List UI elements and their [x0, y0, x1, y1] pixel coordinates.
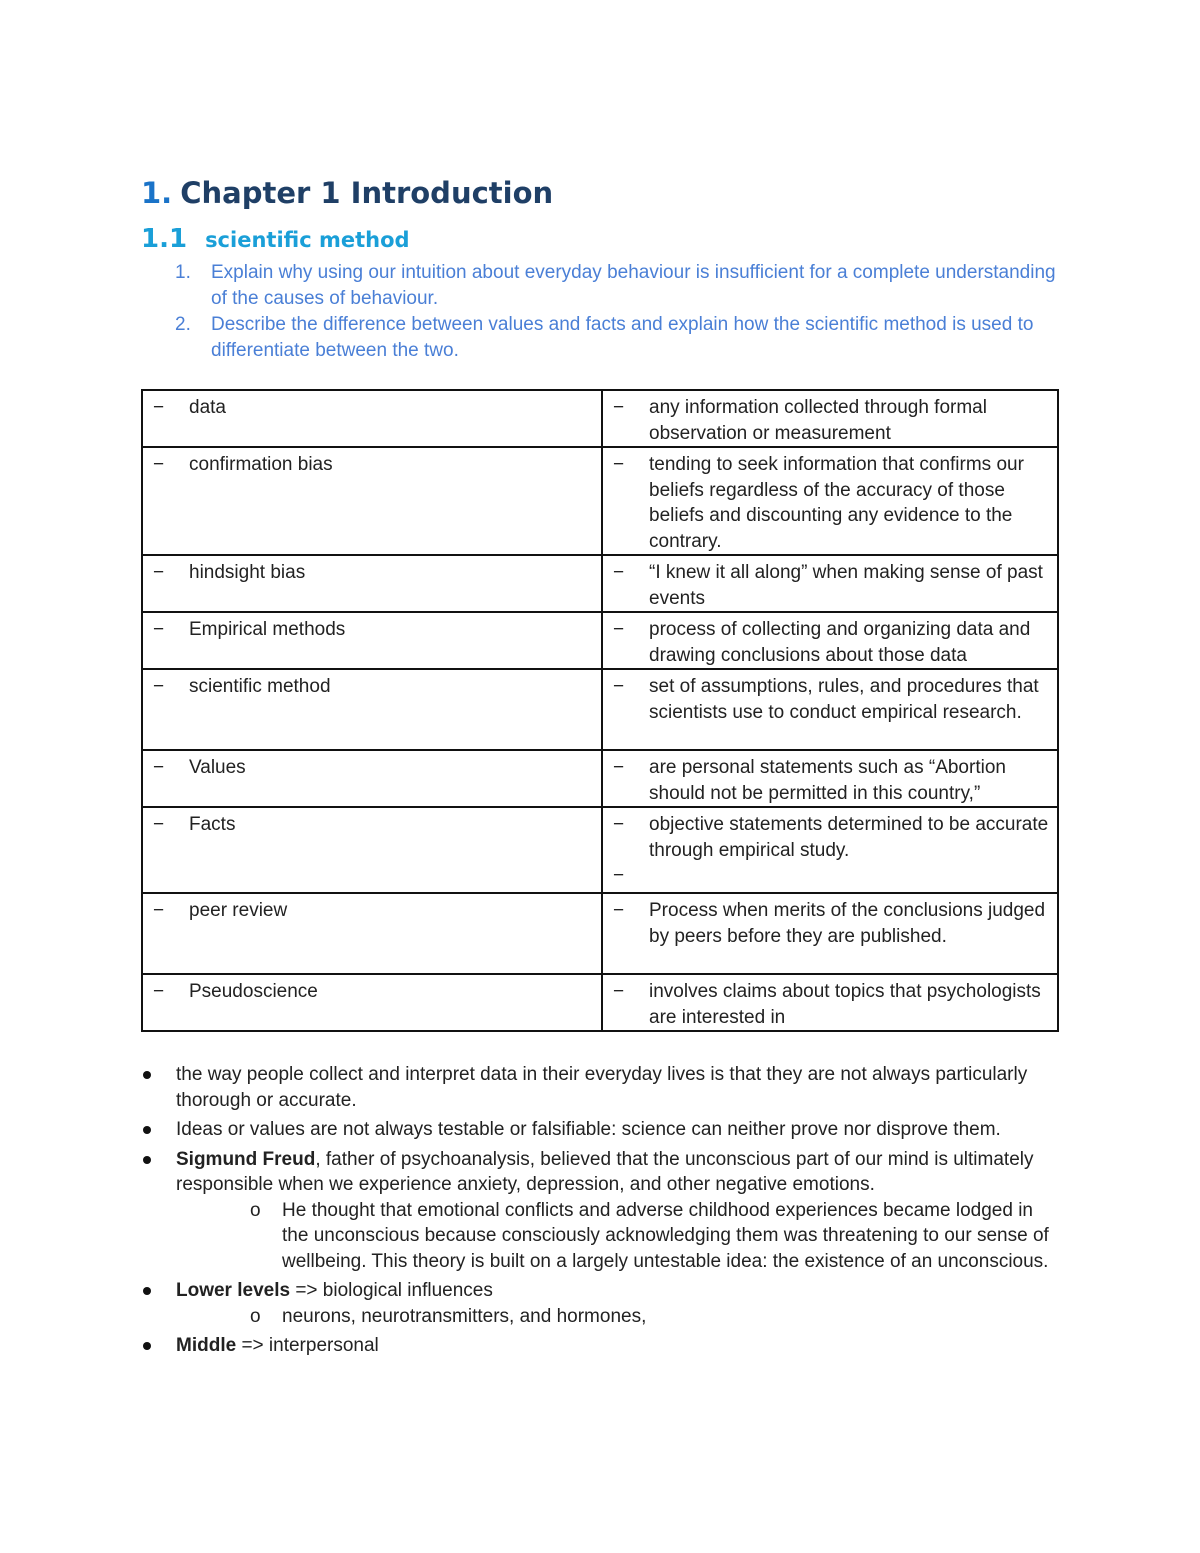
- definition-cell: − process of collecting and organizing data and drawing conclusions about those data: [602, 612, 1058, 669]
- sub-list: [176, 1198, 1061, 1275]
- table-row: [142, 447, 1058, 555]
- table-row: [142, 750, 1058, 807]
- term-text: hindsight bias: [189, 562, 306, 583]
- term-text: Values: [189, 757, 246, 778]
- chapter-heading: [141, 168, 1061, 218]
- term-cell: − peer review: [142, 893, 602, 974]
- list-item: Ideas or values are not always testable or falsifiable: science can neither prove nor disprove them.: [141, 1117, 1061, 1143]
- table-row: [142, 893, 1058, 974]
- chapter-number: 1.: [141, 176, 173, 210]
- definition-cell: − set of assumptions, rules, and procedures that scientists use to conduct empirical research.: [602, 669, 1058, 750]
- definition-text: process of collecting and organizing data and drawing conclusions about those data: [649, 619, 1031, 666]
- term-text: data: [189, 397, 226, 418]
- table-row: [142, 612, 1058, 669]
- objective-item: [141, 312, 1061, 364]
- definition-text: set of assumptions, rules, and procedures that scientists use to conduct empirical research.: [649, 676, 1039, 723]
- learning-objectives: [141, 260, 1061, 364]
- section-title: scientific method: [205, 228, 410, 252]
- section-number: 1.1: [141, 224, 188, 254]
- term-text: scientific method: [189, 676, 331, 697]
- sub-list-item: o He thought that emotional conflicts and adverse childhood experiences became lodged in the unconscious because consciously acknowledging them was threatening to our sense of wellbeing. This theory is built on a largely untestable idea: the existence of an unconscious.: [176, 1198, 1061, 1275]
- objective-number: 1.: [175, 262, 191, 283]
- term-text: Pseudoscience: [189, 981, 318, 1002]
- objective-item: [141, 260, 1061, 312]
- notes-list: [141, 1062, 1061, 1359]
- term-cell: − hindsight bias: [142, 555, 602, 612]
- definition-text: tending to seek information that confirms our beliefs regardless of the accuracy of those beliefs and discounting any evidence to the contrary.: [649, 454, 1024, 552]
- term-text: Facts: [189, 814, 236, 835]
- definition-text: are personal statements such as “Abortion should not be permitted in this country,”: [649, 757, 1006, 804]
- term-cell: − confirmation bias: [142, 447, 602, 555]
- definition-text: “I knew it all along” when making sense of past events: [649, 562, 1043, 609]
- table-row: [142, 555, 1058, 612]
- term-cell: − Empirical methods: [142, 612, 602, 669]
- table-row: [142, 974, 1058, 1031]
- table-row: [142, 390, 1058, 447]
- definition-text: objective statements determined to be accurate through empirical study.: [649, 814, 1049, 861]
- term-cell: − Values: [142, 750, 602, 807]
- sub-list-item: o neurons, neurotransmitters, and hormones,: [176, 1304, 1061, 1330]
- list-item: Sigmund Freud, father of psychoanalysis, believed that the unconscious part of our mind is ultimately responsible when we experience anxiety, depression, and other negative emotions. o He thought that emotional conflicts and adverse childhood experiences became lodged in the unconscious because consciously acknowledging them was threatening to our sense of wellbeing. This theory is built on a largely untestable idea: the existence of an unconscious.: [141, 1147, 1061, 1275]
- list-item: Lower levels => biological influences o neurons, neurotransmitters, and hormones,: [141, 1278, 1061, 1329]
- list-item: Middle => interpersonal: [141, 1333, 1061, 1359]
- term-text: confirmation bias: [189, 454, 333, 475]
- term-cell: − Pseudoscience: [142, 974, 602, 1031]
- table-row: [142, 669, 1058, 750]
- definition-cell: − tending to seek information that confirms our beliefs regardless of the accuracy of those beliefs and discounting any evidence to the contrary.: [602, 447, 1058, 555]
- sub-list: [176, 1304, 1061, 1330]
- term-cell: − scientific method: [142, 669, 602, 750]
- definition-cell: − objective statements determined to be accurate through empirical study. −: [602, 807, 1058, 893]
- definition-cell: − Process when merits of the conclusions judged by peers before they are published.: [602, 893, 1058, 974]
- objective-number: 2.: [175, 314, 191, 335]
- section-heading: [141, 218, 1061, 260]
- term-text: peer review: [189, 900, 288, 921]
- definition-cell: − involves claims about topics that psychologists are interested in: [602, 974, 1058, 1031]
- empty-bullet: −: [613, 865, 625, 886]
- objective-text: Explain why using our intuition about everyday behaviour is insufficient for a complete understanding of the causes of behaviour.: [211, 262, 1056, 309]
- document-page: [141, 168, 1061, 1363]
- definition-text: any information collected through formal observation or measurement: [649, 397, 987, 444]
- definition-cell: − any information collected through formal observation or measurement: [602, 390, 1058, 447]
- term-cell: − data: [142, 390, 602, 447]
- term-cell: − Facts: [142, 807, 602, 893]
- definition-cell: − are personal statements such as “Abortion should not be permitted in this country,”: [602, 750, 1058, 807]
- list-item: the way people collect and interpret data in their everyday lives is that they are not always particularly thorough or accurate.: [141, 1062, 1061, 1113]
- term-text: Empirical methods: [189, 619, 346, 640]
- table-row: [142, 807, 1058, 893]
- chapter-title: Chapter 1 Introduction: [180, 176, 554, 210]
- objective-text: Describe the difference between values and facts and explain how the scientific method is used to differentiate between the two.: [211, 314, 1034, 361]
- definition-cell: − “I knew it all along” when making sense of past events: [602, 555, 1058, 612]
- terms-table: [141, 389, 1059, 1032]
- definition-text: Process when merits of the conclusions judged by peers before they are published.: [649, 900, 1046, 947]
- definition-text: involves claims about topics that psychologists are interested in: [649, 981, 1041, 1028]
